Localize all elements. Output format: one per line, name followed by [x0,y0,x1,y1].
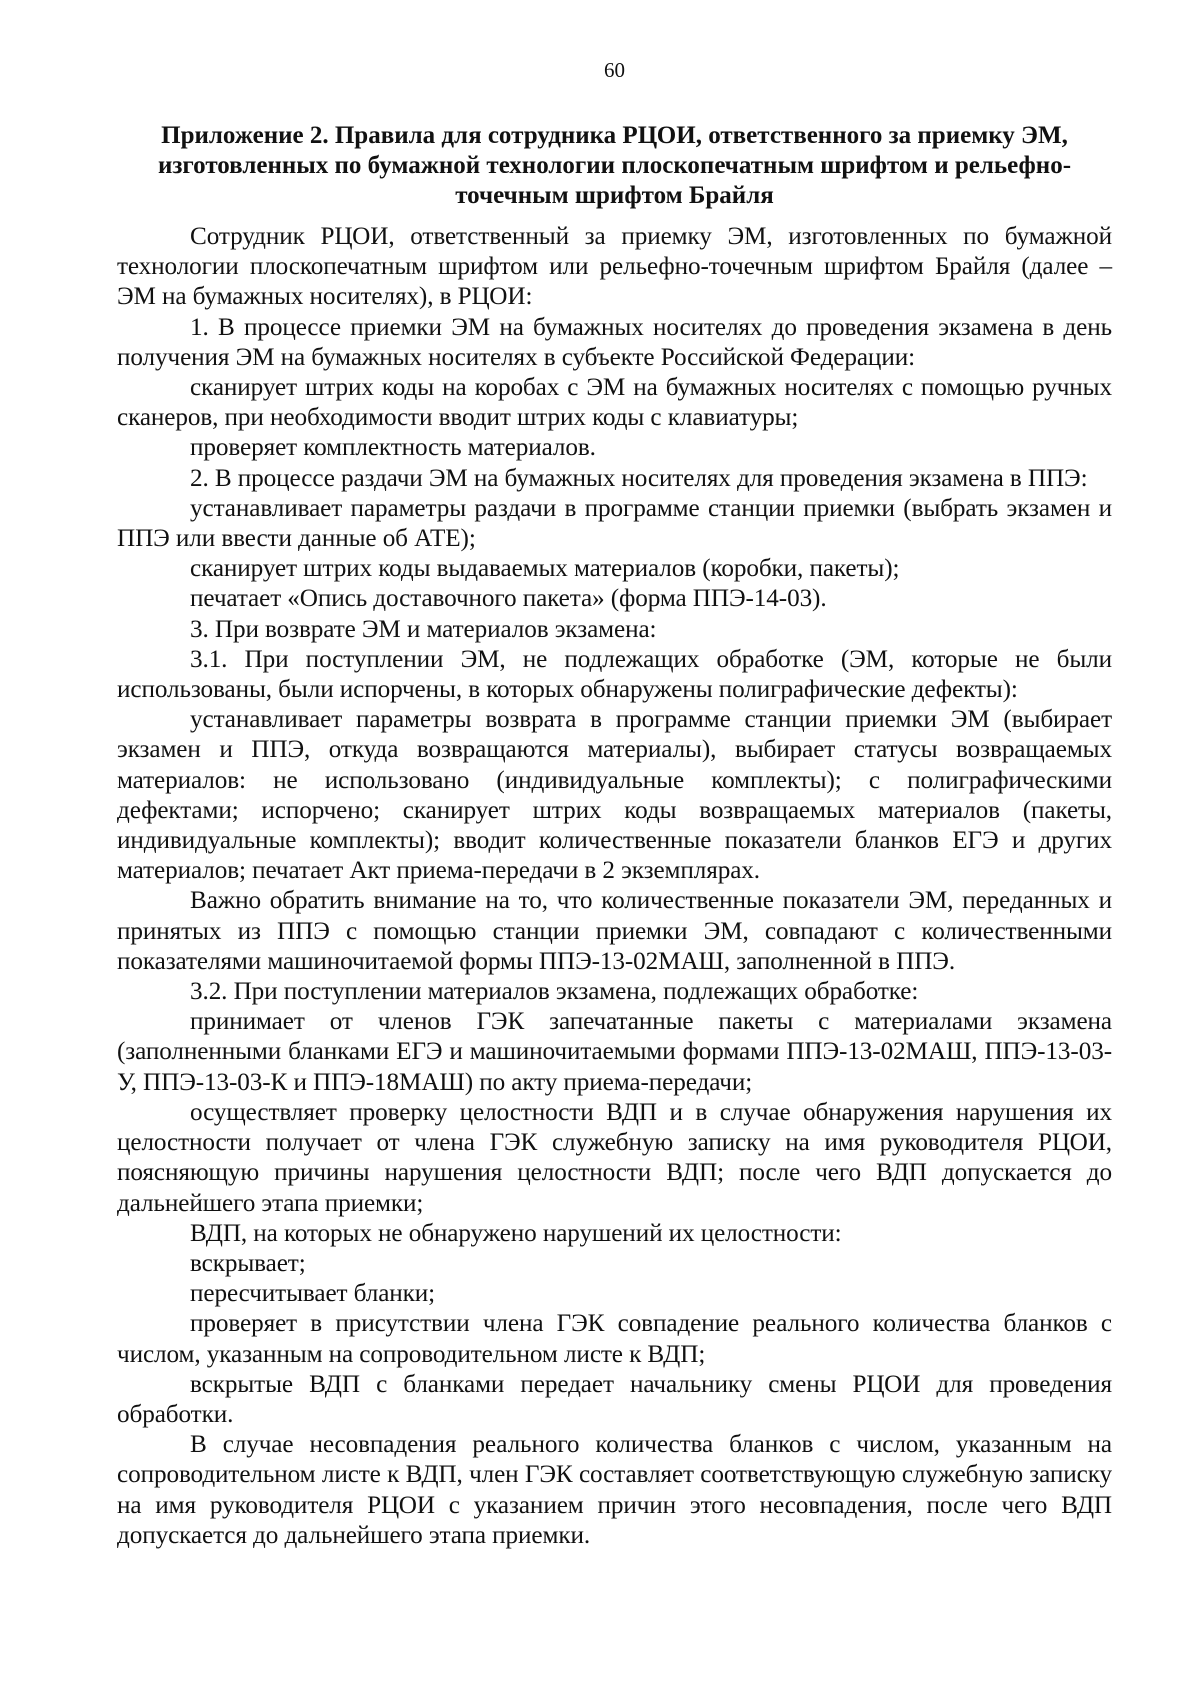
paragraph-scan-issued: сканирует штрих коды выдаваемых материалов (коробки, пакеты); [190,555,900,583]
paragraph-intro: Сотрудник РЦОИ, ответственный за приемку ЭМ, изготовленных по бумажной технологии плоскопечатным шрифтом или рельефно-точечным шрифтом Брайля (далее – ЭМ на бумажных носителях), в РЦОИ: [117,223,1112,311]
paragraph-check-integrity: осуществляет проверку целостности ВДП и в случае обнаружения нарушения их целостности получает от члена ГЭК служебную записку на имя руководителя РЦОИ, поясняющую причины нарушения целостности ВДП; после чего ВДП допускается до дальнейшего этапа приемки; [117,1098,1112,1217]
paragraph-important-note: Важно обратить внимание на то, что количественные показатели ЭМ, переданных и принятых из ППЭ с помощью станции приемки ЭМ, совпадают с количественными показателями машиночитаемой формы ППЭ-13-02МАШ, заполненной в ППЭ. [117,887,1112,975]
document-body [117,222,1112,1551]
paragraph-hands-over: вскрытые ВДП с бланками передает начальнику смены РЦОИ для проведения обработки. [117,1370,1112,1428]
appendix-title: Приложение 2. Правила для сотрудника РЦОИ, ответственного за приемку ЭМ, изготовленных по бумажной технологии плоскопечатным шрифтом и рельефно-точечным шрифтом Брайля [157,122,1072,209]
paragraph-scan-boxes: сканирует штрих коды на коробах с ЭМ на бумажных носителях с помощью ручных сканеров, при необходимости вводит штрих коды с клавиатуры; [117,374,1112,432]
paragraph-recounts: пересчитывает бланки; [190,1280,436,1308]
paragraph-set-distribution: устанавливает параметры раздачи в программе станции приемки (выбрать экзамен и ППЭ или ввести данные об АТЕ); [117,494,1112,553]
paragraph-set-return: устанавливает параметры возврата в программе станции приемки ЭМ (выбирает экзамен и ППЭ, откуда возвращаются материалы), выбирает статусы возвращаемых материалов: не использовано (индивидуальные комплекты); с полиграфическими дефектами; испорчено; сканирует штрих коды возвращаемых материалов (пакеты, индивидуальные комплекты); вводит количественные показатели бланков ЕГЭ и других материалов; печатает Акт приема-передачи в 2 экземплярах. [117,706,1112,885]
paragraph-item-3: 3. При возврате ЭМ и материалов экзамена: [190,615,657,643]
paragraph-accept-packages: принимает от членов ГЭК запечатанные пакеты с материалами экзамена (заполненными бланками ЕГЭ и машиночитаемыми формами ППЭ-13-02МАШ, ППЭ-13-03-У, ППЭ-13-03-К и ППЭ-18МАШ) по акту приема-передачи; [117,1008,1112,1096]
paragraph-verifies-count: проверяет в присутствии члена ГЭК совпадение реального количества бланков с числом, указанным на сопроводительном листе к ВДП; [117,1310,1112,1368]
paragraph-item-3-1: 3.1. При поступлении ЭМ, не подлежащих обработке (ЭМ, которые не были использованы, были испорчены, в которых обнаружены полиграфические дефекты): [117,645,1112,704]
page-number: 60 [604,58,625,82]
paragraph-check-completeness: проверяет комплектность материалов. [190,434,596,462]
paragraph-item-1: 1. В процессе приемки ЭМ на бумажных носителях до проведения экзамена в день получения ЭМ на бумажных носителях в субъекте Российской Федерации: [117,313,1112,371]
paragraph-opens: вскрывает; [190,1249,306,1277]
paragraph-print-inventory: печатает «Опись доставочного пакета» (форма ППЭ-14-03). [190,585,827,613]
paragraph-item-2: 2. В процессе раздачи ЭМ на бумажных носителях для проведения экзамена в ППЭ: [190,464,1088,492]
paragraph-item-3-2: 3.2. При поступлении материалов экзамена, подлежащих обработке: [190,978,919,1006]
paragraph-mismatch: В случае несовпадения реального количества бланков с числом, указанным на сопроводительном листе к ВДП, член ГЭК составляет соответствующую служебную записку на имя руководителя РЦОИ с указанием причин этого несовпадения, после чего ВДП допускается до дальнейшего этапа приемки. [117,1431,1112,1549]
paragraph-intact-vdp: ВДП, на которых не обнаружено нарушений их целостности: [190,1219,842,1247]
